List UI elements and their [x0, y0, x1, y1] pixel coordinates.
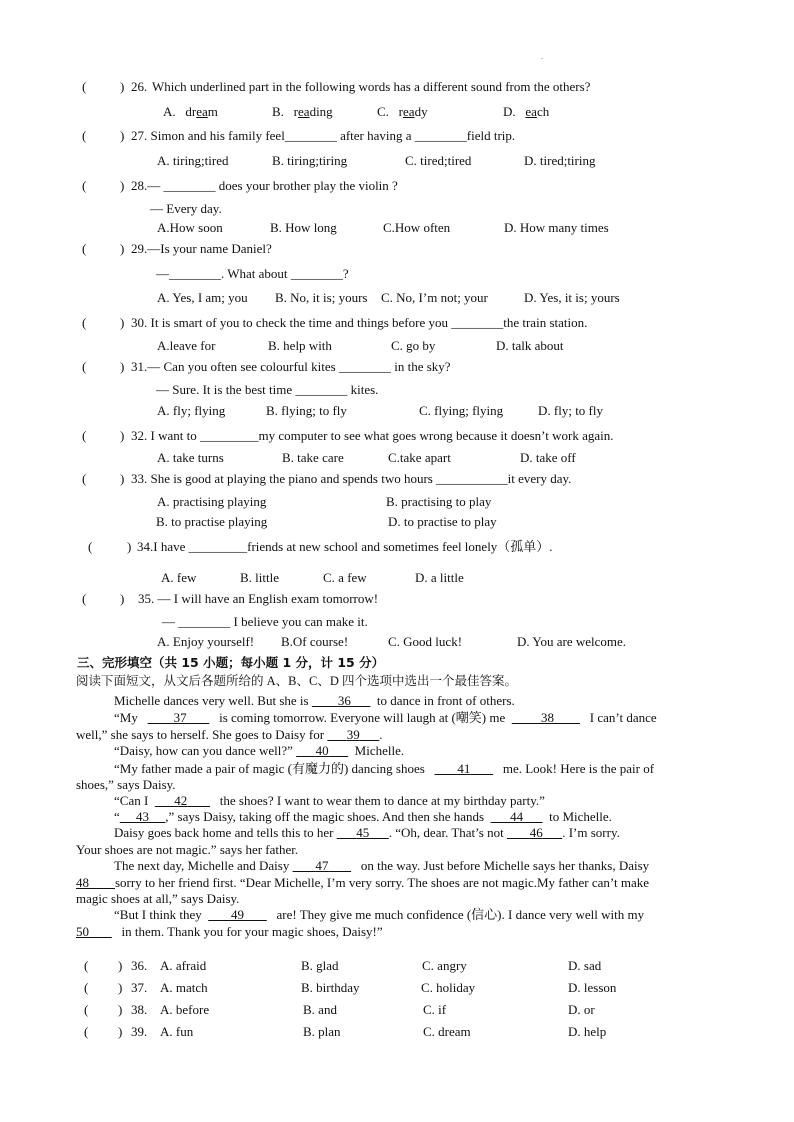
option-a: A. Enjoy yourself! — [157, 634, 255, 649]
blank-40: 40 — [315, 743, 329, 758]
option-b: B.Of course! — [281, 634, 349, 649]
passage-line: The next day, Michelle and Daisy 47 on the way. Just before Michelle says her thanks, Daisy — [114, 858, 650, 873]
question-stem: Which underlined part in the following words has a different sound from the others? — [152, 79, 591, 94]
option-d: D. sad — [568, 958, 602, 973]
answer-paren-close: ) — [120, 591, 125, 606]
answer-paren-open[interactable]: ( — [82, 591, 87, 606]
question-number: 36. — [131, 958, 148, 973]
answer-paren-open[interactable]: ( — [84, 1024, 89, 1039]
option-b: B. No, it is; yours — [275, 290, 368, 305]
option-d: D. take off — [520, 450, 576, 465]
answer-paren-open[interactable]: ( — [84, 958, 89, 973]
blank-46: 46 — [529, 825, 543, 840]
answer-paren-close: ) — [120, 128, 125, 143]
answer-paren-close: ) — [127, 539, 132, 554]
passage-line: “Daisy, how can you dance well?” 40 Michelle. — [114, 743, 405, 758]
answer-paren-close: ) — [120, 79, 125, 94]
blank-50: 50 — [76, 924, 89, 939]
blank-37: 37 — [173, 710, 187, 725]
option-b: B. and — [303, 1002, 337, 1017]
question-number: 38. — [131, 1002, 148, 1017]
answer-paren-close: ) — [118, 1024, 123, 1039]
blank-49: 49 — [231, 907, 244, 922]
question-stem: 29.—Is your name Daniel? — [131, 241, 272, 256]
question-reply: — ________ I believe you can make it. — [162, 614, 368, 629]
option-d: D. each — [503, 104, 550, 119]
option-b: B. glad — [301, 958, 339, 973]
question-stem: 35. — I will have an English exam tomorrow! — [138, 591, 379, 606]
option-c: C. ready — [377, 104, 428, 119]
answer-paren-close: ) — [120, 315, 125, 330]
option-a: A. few — [161, 570, 197, 585]
passage-line: “But I think they 49 are! They give me much confidence (信心). I dance very well with my — [114, 907, 645, 922]
option-b: B. help with — [268, 338, 332, 353]
option-a: A. Yes, I am; you — [157, 290, 248, 305]
option-c: C.How often — [383, 220, 451, 235]
option-a: A.leave for — [157, 338, 216, 353]
section-title: 三、完形填空（共 15 小题；每小题 1 分，计 15 分） — [77, 655, 385, 670]
answer-paren-open[interactable]: ( — [84, 980, 89, 995]
question-stem: 28.— ________ does your brother play the violin ? — [131, 178, 398, 193]
option-b: B. practising to play — [386, 494, 492, 509]
option-c: C. if — [423, 1002, 447, 1017]
answer-paren-open[interactable]: ( — [88, 539, 93, 554]
section-instruction: 阅读下面短文，从文后各题所给的 A、B、C、D 四个选项中选出一个最佳答案。 — [76, 674, 517, 688]
option-b: B. plan — [303, 1024, 341, 1039]
question-reply: — Every day. — [150, 201, 222, 216]
passage-line: “Can I 42 the shoes? I want to wear them to dance at my birthday party.” — [114, 793, 545, 808]
passage-line: “My 37 is coming tomorrow. Everyone will laugh at (嘲笑) me 38 I can’t dance — [114, 710, 657, 725]
blank-42: 42 — [174, 793, 188, 808]
option-b: B. How long — [270, 220, 337, 235]
question-number: 39. — [131, 1024, 148, 1039]
option-d: D. How many times — [504, 220, 609, 235]
answer-paren-open[interactable]: ( — [82, 241, 87, 256]
answer-paren-close: ) — [120, 428, 125, 443]
option-c: C. a few — [323, 570, 367, 585]
option-c: C. Good luck! — [388, 634, 463, 649]
passage-line: Your shoes are not magic.” says her father. — [76, 842, 299, 857]
answer-paren-close: ) — [120, 359, 125, 374]
answer-paren-open[interactable]: ( — [82, 359, 87, 374]
question-reply: — Sure. It is the best time ________ kites. — [156, 382, 379, 397]
option-a: A. before — [160, 1002, 210, 1017]
page-mark: . — [541, 52, 543, 61]
option-d: D. lesson — [568, 980, 617, 995]
answer-paren-close: ) — [120, 241, 125, 256]
passage-line: “ 43 ,” says Daisy, taking off the magic shoes. And then she hands 44 to Michelle. — [114, 809, 612, 824]
option-c: C. go by — [391, 338, 436, 353]
option-a: A. take turns — [157, 450, 224, 465]
answer-paren-open[interactable]: ( — [84, 1002, 89, 1017]
option-b: B. tiring;tiring — [272, 153, 348, 168]
blank-45: 45 — [356, 825, 370, 840]
answer-paren-open[interactable]: ( — [82, 79, 87, 94]
option-c: C. No, I’m not; your — [381, 290, 488, 305]
option-d: D. You are welcome. — [517, 634, 627, 649]
question-reply: —________. What about ________? — [156, 266, 349, 281]
option-b: B. birthday — [301, 980, 360, 995]
option-a: A.How soon — [157, 220, 223, 235]
question-stem: 34.I have _________friends at new school and sometimes feel lonely（孤单）. — [137, 539, 553, 554]
blank-44: 44 — [510, 809, 524, 824]
option-d: D. help — [568, 1024, 607, 1039]
option-a: A. tiring;tired — [157, 153, 229, 168]
answer-paren-open[interactable]: ( — [82, 428, 87, 443]
option-a: A. fly; flying — [157, 403, 226, 418]
answer-paren-close: ) — [118, 958, 123, 973]
option-a: A. match — [160, 980, 208, 995]
option-d: D. or — [568, 1002, 595, 1017]
question-number: 26. — [131, 79, 148, 94]
answer-paren-close: ) — [120, 471, 125, 486]
option-c: C. dream — [423, 1024, 471, 1039]
blank-43: 43 — [136, 809, 150, 824]
option-d: D. tired;tiring — [524, 153, 596, 168]
option-c: C.take apart — [388, 450, 451, 465]
option-c: C. angry — [422, 958, 467, 973]
option-d: D. to practise to play — [388, 514, 497, 529]
question-stem: 33. She is good at playing the piano and spends two hours ___________it every day. — [131, 471, 572, 486]
passage-line: magic shoes at all,” says Daisy. — [76, 891, 240, 906]
passage-line: 50 in them. Thank you for your magic shoes, Daisy!” — [76, 924, 383, 939]
option-b: B. little — [240, 570, 279, 585]
question-stem: 30. It is smart of you to check the time and things before you ________the train station. — [131, 315, 588, 330]
option-d: D. fly; to fly — [538, 403, 603, 418]
option-d: D. talk about — [496, 338, 564, 353]
option-a: A. fun — [160, 1024, 194, 1039]
blank-41: 41 — [457, 761, 471, 776]
option-c: B. to practise playing — [156, 514, 268, 529]
option-a: A. dream — [163, 104, 218, 119]
question-stem: 27. Simon and his family feel________ after having a ________field trip. — [131, 128, 516, 143]
question-stem: 31.— Can you often see colourful kites ________ in the sky? — [131, 359, 451, 374]
answer-paren-close: ) — [120, 178, 125, 193]
answer-paren-close: ) — [118, 980, 123, 995]
passage-line: 48 sorry to her friend first. “Dear Michelle, I’m very sorry. The shoes are not magic.My father can’t make — [76, 875, 650, 890]
passage-line: “My father made a pair of magic (有魔力的) dancing shoes 41 me. Look! Here is the pair of — [114, 761, 655, 776]
option-d: D. Yes, it is; yours — [524, 290, 620, 305]
option-c: C. flying; flying — [419, 403, 504, 418]
passage-line: Daisy goes back home and tells this to her 45 . “Oh, dear. That’s not 46 . I’m sorry. — [114, 825, 620, 840]
blank-48: 48 — [76, 875, 89, 890]
answer-paren-open[interactable]: ( — [82, 471, 87, 486]
option-c: C. holiday — [421, 980, 476, 995]
answer-paren-open[interactable]: ( — [82, 178, 87, 193]
passage-line: Michelle dances very well. But she is 36 to dance in front of others. — [114, 693, 515, 708]
blank-38: 38 — [541, 710, 555, 725]
passage-line: well,” she says to herself. She goes to Daisy for 39 . — [76, 727, 383, 742]
blank-47: 47 — [315, 858, 329, 873]
answer-paren-close: ) — [118, 1002, 123, 1017]
option-b: B. take care — [282, 450, 344, 465]
option-b: B. reading — [272, 104, 333, 119]
answer-paren-open[interactable]: ( — [82, 315, 87, 330]
question-number: 37. — [131, 980, 148, 995]
option-a: A. afraid — [160, 958, 207, 973]
blank-36: 36 — [337, 693, 351, 708]
passage-line: shoes,” says Daisy. — [76, 777, 176, 792]
option-b: B. flying; to fly — [266, 403, 347, 418]
option-d: D. a little — [415, 570, 464, 585]
answer-paren-open[interactable]: ( — [82, 128, 87, 143]
question-stem: 32. I want to _________my computer to see what goes wrong because it doesn’t work again. — [131, 428, 614, 443]
option-a: A. practising playing — [157, 494, 267, 509]
option-c: C. tired;tired — [405, 153, 472, 168]
blank-39: 39 — [346, 727, 360, 742]
